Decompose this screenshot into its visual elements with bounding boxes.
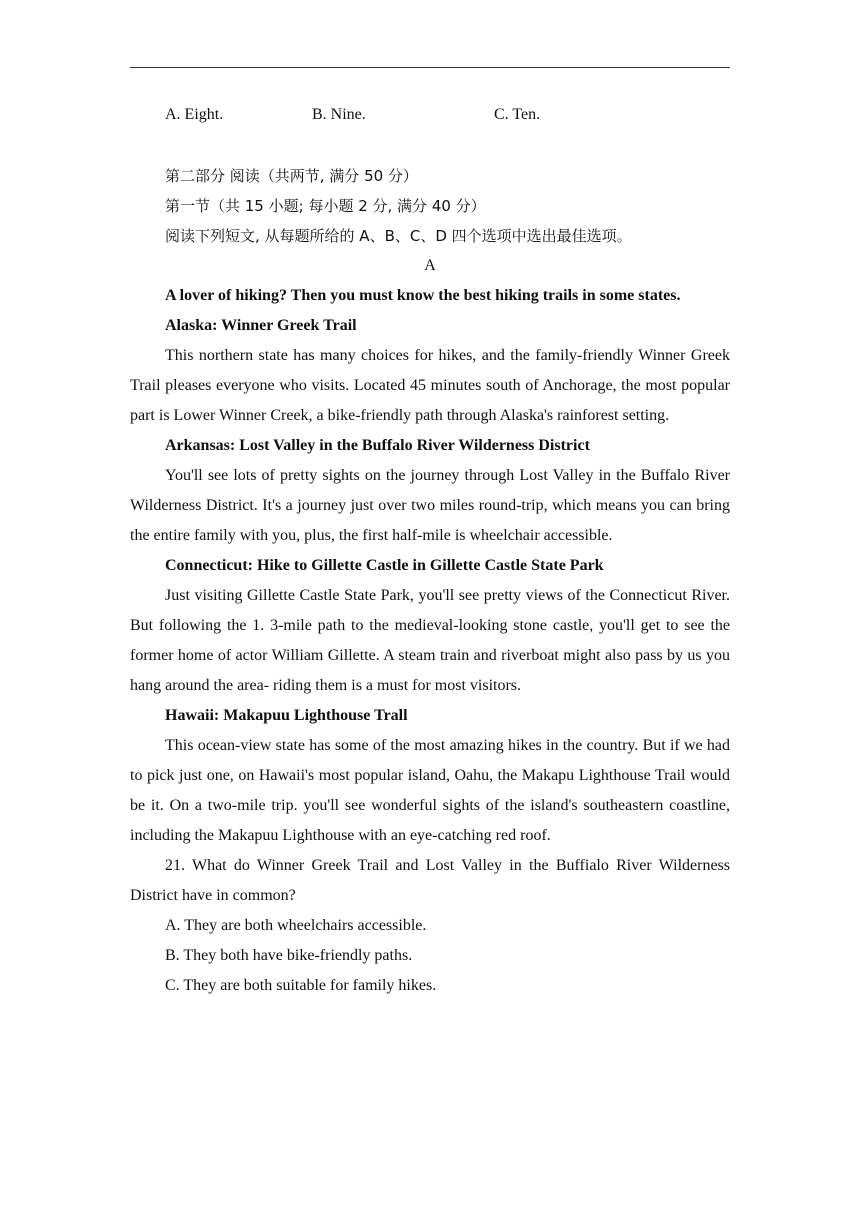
trail-heading-alaska: Alaska: Winner Greek Trail	[165, 317, 357, 334]
section-sub-heading: 第一节（共 15 小题; 每小题 2 分, 满分 40 分）	[165, 197, 486, 215]
section-instruction: 阅读下列短文, 从每题所给的 A、B、C、D 四个选项中选出最佳选项。	[165, 227, 632, 245]
previous-question-options	[130, 100, 730, 130]
header-rule	[130, 67, 730, 68]
trail-text-hawaii: This ocean-view state has some of the most amazing hikes in the country. But if we had to pick just one, on Hawaii's most popular island, Oahu, the Makapu Lighthouse Trail would be it. On a two-mile trip. you'll see wonderful sights of the island's southeastern coastline, including the Makapuu Lighthouse with an eye-catching red roof.	[130, 737, 730, 844]
trail-heading-arkansas: Arkansas: Lost Valley in the Buffalo River Wilderness District	[165, 437, 590, 454]
option-a: A. Eight.	[165, 106, 224, 123]
trail-text-alaska: This northern state has many choices for hikes, and the family-friendly Winner Greek Trail pleases everyone who visits. Located 45 minutes south of Anchorage, the most popular part is Lower Winner Creek, a bike-friendly path through Alaska's rainforest setting.	[130, 347, 730, 424]
trail-text-arkansas: You'll see lots of pretty sights on the journey through Lost Valley in the Buffalo River Wilderness District. It's a journey just over two miles round-trip, which means you can bring the entire family with you, plus, the first half-mile is wheelchair accessible.	[130, 467, 730, 544]
page-content	[130, 100, 730, 1001]
question-option-b: B. They both have bike-friendly paths.	[165, 947, 413, 964]
question-stem: 21. What do Winner Greek Trail and Lost Valley in the Buffialo River Wilderness District have in common?	[130, 857, 730, 904]
question-option-a: A. They are both wheelchairs accessible.	[165, 917, 427, 934]
passage-title: A lover of hiking? Then you must know the best hiking trails in some states.	[165, 287, 681, 304]
option-c: C. Ten.	[494, 106, 541, 123]
section-part-heading: 第二部分 阅读（共两节, 满分 50 分）	[165, 167, 418, 185]
trail-text-connecticut: Just visiting Gillette Castle State Park, you'll see pretty views of the Connecticut River. But following the 1. 3-mile path to the medieval-looking stone castle, you'll get to see the former home of actor William Gillette. A steam train and riverboat might also pass by us you hang around the area- riding them is a must for most visitors.	[130, 587, 730, 694]
trail-heading-connecticut: Connecticut: Hike to Gillette Castle in Gillette Castle State Park	[165, 557, 604, 574]
trail-heading-hawaii: Hawaii: Makapuu Lighthouse Trall	[165, 707, 408, 724]
question-option-c: C. They are both suitable for family hikes.	[165, 977, 437, 994]
passage-letter: A	[424, 257, 436, 274]
option-b: B. Nine.	[312, 106, 366, 123]
